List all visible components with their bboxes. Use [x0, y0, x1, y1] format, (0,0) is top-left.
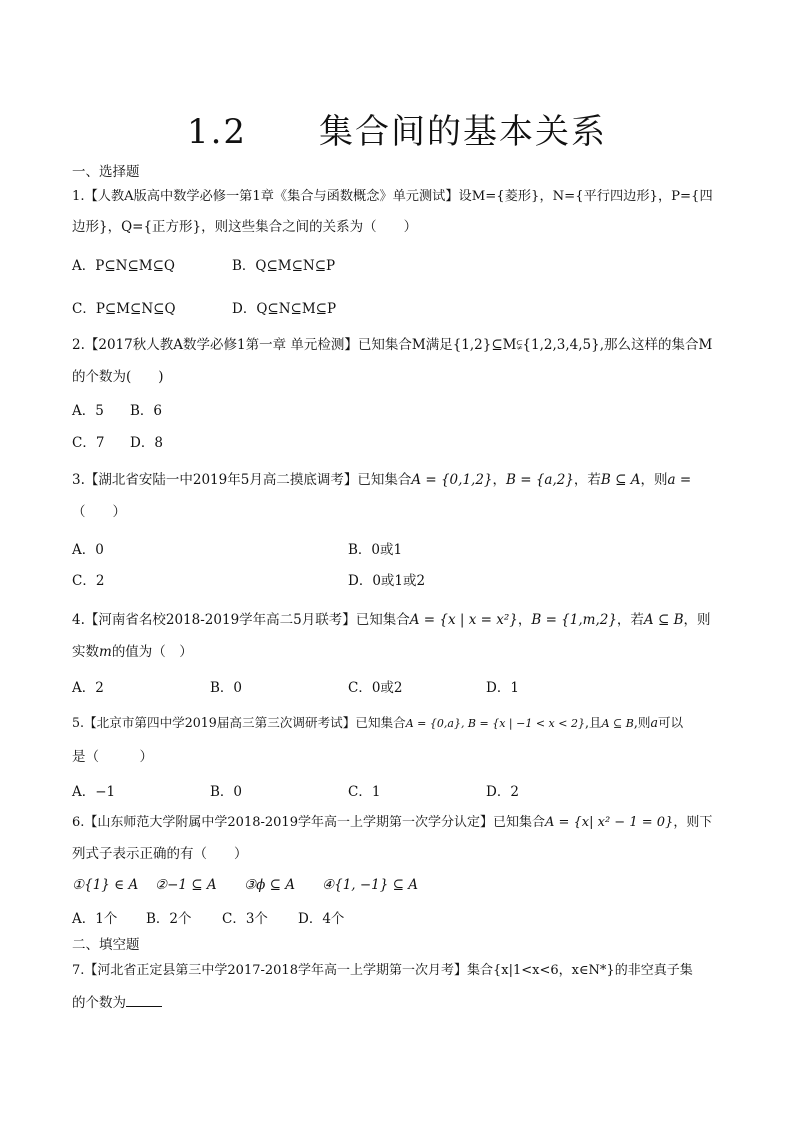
question-5-option-a: A．−1 [72, 784, 116, 800]
question-2-option-c: C．7 [72, 435, 105, 451]
question-4-text-e: 实数 [72, 644, 99, 660]
question-5-text-b: ,且 [584, 715, 602, 730]
question-5-line-1 [72, 714, 683, 733]
question-3-option-c: C．2 [72, 573, 105, 589]
question-5-text-a: 5.【北京市第四中学2019届高三第三次调研考试】已知集合 [72, 715, 406, 730]
question-6-option-a: A．1个 [72, 911, 118, 927]
page-title: 1.2 集合间的基本关系 [186, 112, 608, 152]
question-2-line-1: 2.【2017秋人教A数学必修1第一章 单元检测】已知集合M满足{1,2}⊆M⫋{1,2,3,4,5},那么这样的集合M [72, 337, 713, 353]
question-1-option-d: D．Q⊆N⊆M⊆P [232, 301, 337, 317]
question-5-line-2: 是（ ） [72, 749, 153, 765]
section-heading-fill-blank: 二、填空题 [72, 937, 140, 953]
question-1-option-c: C．P⊆M⊆N⊆Q [72, 301, 176, 317]
question-4-text-f: 的值为（ ） [111, 644, 193, 660]
question-1-option-a: A．P⊆N⊆M⊆Q [72, 258, 175, 274]
question-2-option-b: B．6 [130, 403, 163, 419]
question-3-set-b: B = {a,2} [506, 472, 574, 488]
question-3-line-1 [72, 471, 691, 489]
question-4-option-c: C．0或2 [348, 680, 403, 696]
question-6-line-1 [72, 814, 712, 832]
question-3-variable: a = [667, 472, 692, 488]
question-5-condition: A ⊆ B [601, 717, 634, 730]
question-6-option-d: D．4个 [298, 911, 345, 927]
question-3-text-d: ，则 [640, 472, 668, 488]
question-6-item-1: ①{1} ∈ A [72, 877, 139, 893]
question-4-line-2 [72, 643, 193, 661]
question-3-text-a: 3.【湖北省安陆一中2019年5月高二摸底调考】已知集合 [72, 472, 412, 488]
question-4-condition: A ⊆ B [643, 612, 684, 628]
question-3-option-b: B．0或1 [348, 542, 403, 558]
question-6-item-3: ③ϕ ⊆ A [244, 877, 295, 893]
question-5-option-d: D．2 [486, 784, 519, 800]
question-1-line-1: 1.【人教A版高中数学必修一第1章《集合与函数概念》单元测试】设M={菱形}，N={平行四边形}，P={四 [72, 189, 713, 204]
question-6-line-2: 列式子表示正确的有（ ） [72, 846, 248, 862]
answer-blank [126, 994, 162, 1007]
question-6-text-b: ，则下 [673, 815, 713, 830]
question-3-option-d: D．0或1或2 [348, 573, 426, 589]
question-1-line-2: 边形}，Q={正方形}，则这些集合之间的关系为（ ） [72, 219, 418, 235]
question-4-text-d: ，则 [683, 612, 711, 628]
question-7-text: 的个数为 [72, 995, 126, 1011]
question-5-text-d: 可以 [657, 715, 684, 730]
question-5-option-b: B．0 [210, 784, 243, 800]
question-5-text-c: ,则 [633, 715, 651, 730]
question-4-option-b: B．0 [210, 680, 243, 696]
question-3-set-a: A = {0,1,2} [411, 472, 493, 488]
question-3-line-2: （ ） [72, 504, 126, 520]
question-3-text-c: ，若 [573, 472, 601, 488]
question-7-line-2 [72, 994, 162, 1012]
question-6-item-4: ④{1, −1} ⊆ A [322, 877, 418, 893]
question-7-line-1: 7.【河北省正定县第三中学2017-2018学年高一上学期第一次月考】集合{x|1<x<6，x∈N*}的非空真子集 [72, 963, 693, 978]
question-4-text-c: ，若 [616, 612, 644, 628]
question-1-option-b: B．Q⊆M⊆N⊆P [232, 258, 336, 274]
question-6-text-a: 6.【山东师范大学附属中学2018-2019学年高一上学期第一次学分认定】已知集合 [72, 815, 545, 830]
question-4-set-b: B = {1,m,2} [531, 612, 617, 628]
question-3-condition: B ⊆ A [600, 472, 641, 488]
question-6-set-a: A = {x| x² − 1 = 0} [544, 815, 674, 830]
question-4-option-d: D．1 [486, 680, 519, 696]
section-heading-choice: 一、选择题 [72, 164, 140, 180]
question-5-option-c: C．1 [348, 784, 381, 800]
question-4-set-a: A = {x | x = x²} [409, 612, 518, 628]
question-2-option-a: A．5 [72, 403, 104, 419]
question-6-option-c: C．3个 [222, 911, 268, 927]
question-4-text-b: ， [517, 612, 532, 628]
question-2-option-d: D．8 [130, 435, 163, 451]
question-5-variable: a [650, 715, 658, 730]
question-6-option-b: B．2个 [146, 911, 192, 927]
question-4-option-a: A．2 [72, 680, 104, 696]
question-2-line-2: 的个数为( ) [72, 369, 164, 385]
question-6-item-2: ②−1 ⊆ A [155, 877, 217, 893]
question-4-line-1 [72, 611, 711, 629]
question-3-option-a: A．0 [72, 542, 104, 558]
question-3-text-b: ， [492, 472, 506, 488]
question-5-sets: A = {0,a}, B = {x | −1 < x < 2} [405, 717, 585, 730]
question-4-text-a: 4.【河南省名校2018-2019学年高二5月联考】已知集合 [72, 612, 410, 628]
question-4-variable: m [99, 644, 112, 660]
